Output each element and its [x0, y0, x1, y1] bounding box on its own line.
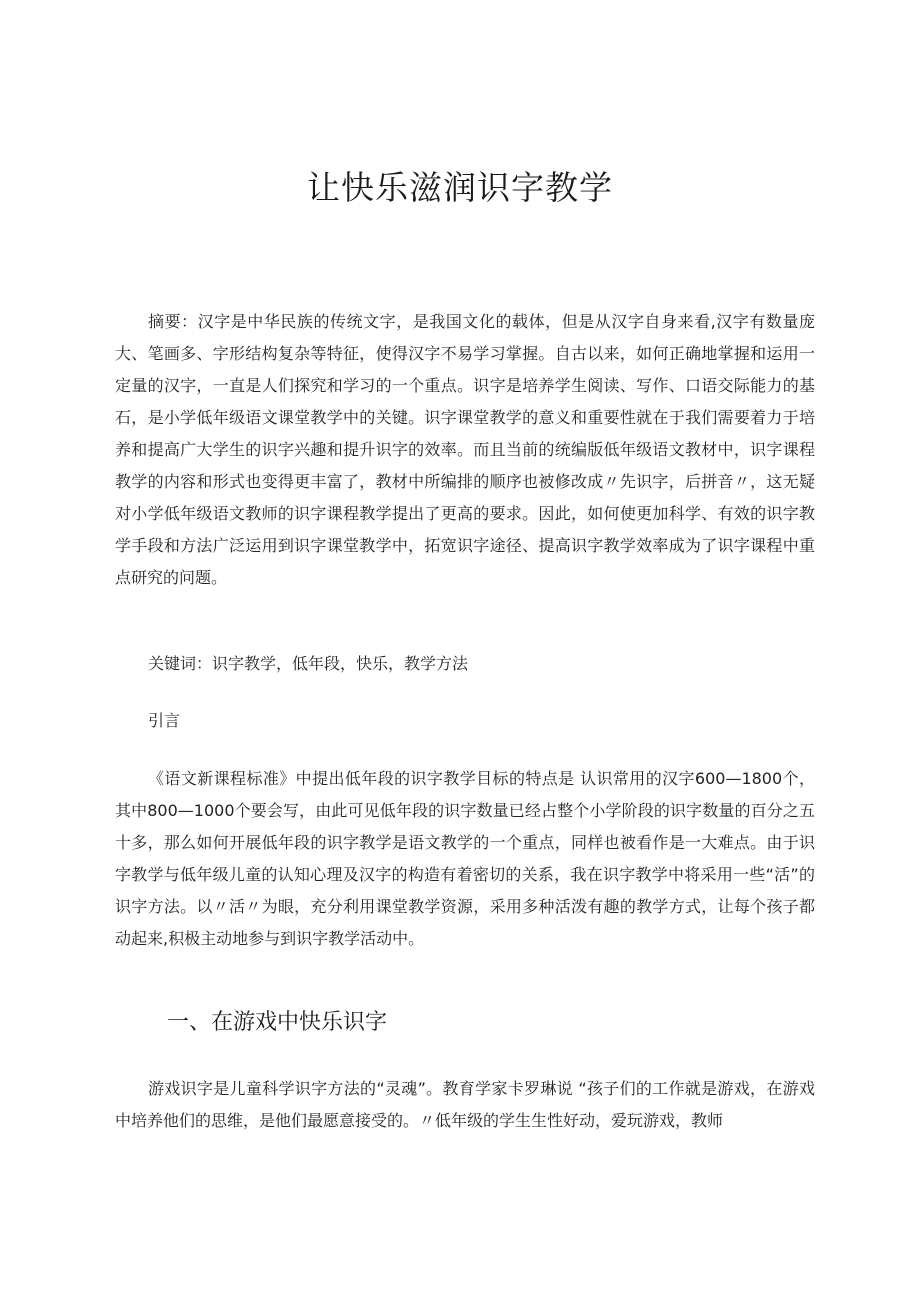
keywords-paragraph: 关键词：识字教学，低年段，快乐，教学方法	[148, 654, 469, 673]
introduction-paragraph: 《语文新课程标准》中提出低年段的识字教学目标的特点是 认识常用的汉字600—1800个，其中800—1000个要会写，由此可见低年段的识字数量已经占整个小学阶段的识字数量的百分之五十多，那么如何开展低年段的识字教学是语文教学的一个重点，同样也被看作是一大难点。由于识字教学与低年级儿童的认知心理及汉字的构造有着密切的关系，我在识字教学中将采用一些“活”的识字方法。以〃活〃为眼，充分利用课堂教学资源，采用多种活泼有趣的教学方式，让每个孩子都动起来,积极主动地参与到识字教学活动中。	[115, 769, 815, 948]
document-title: 让快乐滋润识字教学	[307, 168, 613, 207]
section-1-heading: 一、在游戏中快乐识字	[167, 1010, 388, 1035]
abstract-paragraph: 摘要：汉字是中华民族的传统文字，是我国文化的载体，但是从汉字自身来看,汉字有数量庞大、笔画多、字形结构复杂等特征，使得汉字不易学习掌握。自古以来，如何正确地掌握和运用一定量的汉字，一直是人们探究和学习的一个重点。识字是培养学生阅读、写作、口语交际能力的基石，是小学低年级语文课堂教学中的关键。识字课堂教学的意义和重要性就在于我们需要着力于培养和提高广大学生的识字兴趣和提升识字的效率。而且当前的统编版低年级语文教材中，识字课程教学的内容和形式也变得更丰富了，教材中所编排的顺序也被修改成〃先识字，后拼音〃，这无疑对小学低年级语文教师的识字课程教学提出了更高的要求。因此，如何使更加科学、有效的识字教学手段和方法广泛运用到识字课堂教学中，拓宽识字途径、提高识字教学效率成为了识字课程中重点研究的问题。	[115, 312, 815, 587]
section-1-paragraph: 游戏识字是儿童科学识字方法的“灵魂”。教育学家卡罗琳说 “孩子们的工作就是游戏，在游戏中培养他们的思维，是他们最愿意接受的。〃低年级的学生生性好动，爱玩游戏，教师	[115, 1079, 815, 1130]
introduction-heading: 引言	[148, 711, 181, 730]
